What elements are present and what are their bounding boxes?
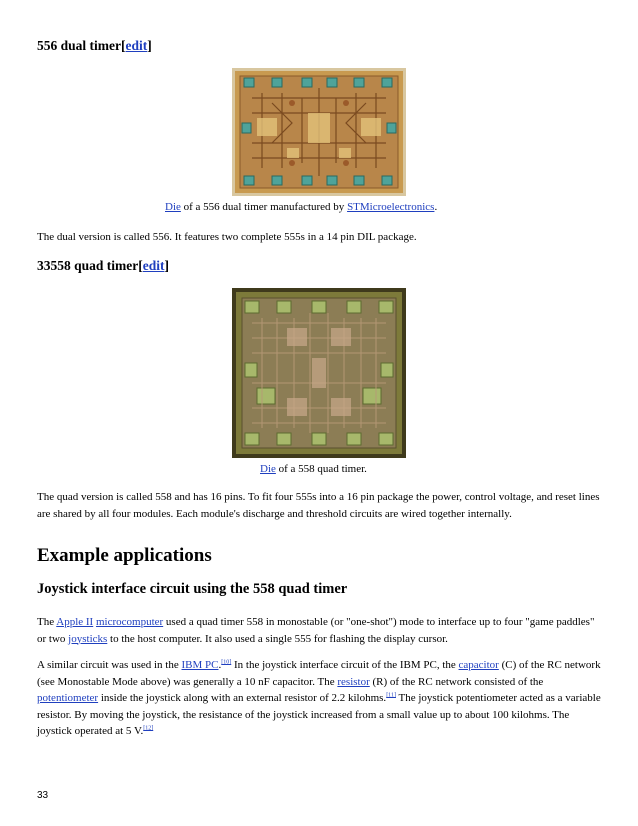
die-558-image — [232, 288, 406, 458]
edit-link[interactable]: edit — [142, 258, 165, 273]
example-applications-heading: Example applications — [37, 545, 212, 566]
resistor-link[interactable]: resistor — [337, 675, 370, 688]
apple-ii-link[interactable]: Apple II — [56, 616, 94, 628]
die-link[interactable]: Die — [260, 463, 276, 475]
paragraph-ibm-pc: A similar circuit was used in the IBM PC.[10] In the joystick interface circuit of the IBM PC, the capacitor (C) of the RC network (see Monostable Mode above) was generally a 10 nF capacitor. The resistor (R) of the RC network consisted of the potentiometer inside the joystick along with an external resistor of 2.2 kilohms.[11] The joystick potentiometer acted as a variable resistor. By moving the joystick, the resistance of the joystick increased from a small value up to about 100 kilohms. The joystick operated at 5 V.[12] — [37, 659, 601, 737]
caption-556: Die of a 556 dual timer manufactured by STMicroelectronics. — [165, 201, 438, 213]
edit-link[interactable]: edit — [125, 38, 148, 53]
ibm-pc-link[interactable]: IBM PC — [181, 659, 219, 671]
section-heading-558: 33558 quad timer[edit] — [37, 258, 169, 273]
die-link[interactable]: Die — [165, 201, 181, 213]
potentiometer-link[interactable]: potentiometer — [37, 692, 99, 704]
capacitor-link[interactable]: capacitor — [458, 659, 499, 671]
microcomputer-link[interactable]: microcomputer — [95, 616, 164, 628]
reference-10-link[interactable]: [10] — [221, 659, 232, 666]
section-heading-556: 556 dual timer[edit] — [37, 38, 152, 53]
reference-11-link[interactable]: [11] — [386, 692, 396, 699]
heading-text: 33558 quad timer — [37, 258, 139, 273]
page-number: 33 — [37, 790, 49, 801]
stmicroelectronics-link[interactable]: STMicroelectronics — [347, 201, 435, 213]
paragraph-dual-version: The dual version is called 556. It features two complete 555s in a 14 pin DIL package. — [37, 231, 417, 243]
joystick-subheading: Joystick interface circuit using the 558 quad timer — [37, 581, 348, 597]
paragraph-apple-ii: The Apple II microcomputer used a quad timer 558 in monostable (or "one-shot") mode to interface up to four "game paddles" or two joysticks to the host computer. It also used a single 555 for flashing the display cursor. — [37, 616, 595, 645]
caption-558: Die of a 558 quad timer. — [260, 463, 367, 475]
joysticks-link[interactable]: joysticks — [68, 632, 108, 645]
die-556-image — [232, 68, 406, 196]
paragraph-quad-version: The quad version is called 558 and has 16 pins. To fit four 555s into a 16 pin package the power, control voltage, and reset lines are shared by all four modules. Each module's discharge and threshold circuits are wired together internally. — [37, 491, 600, 520]
heading-text: 556 dual timer — [37, 38, 121, 53]
reference-12-link[interactable]: [12] — [143, 725, 154, 732]
